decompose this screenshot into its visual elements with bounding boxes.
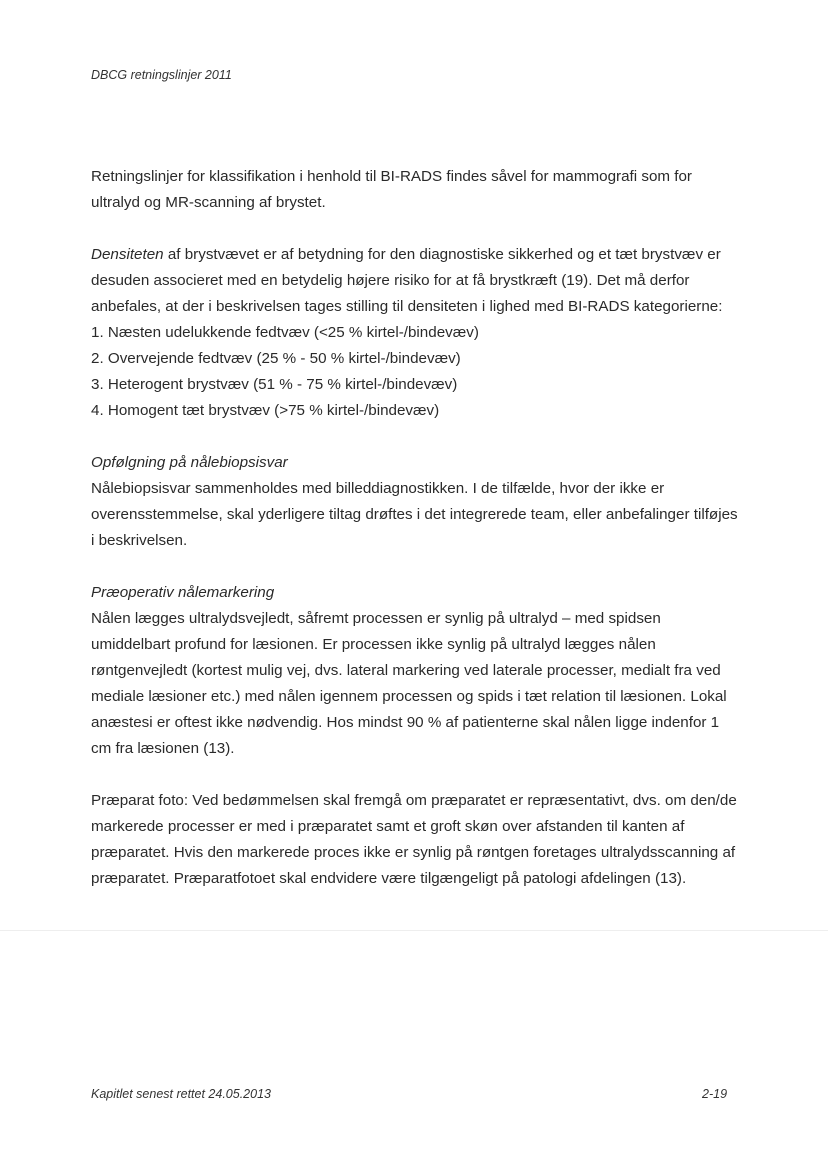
document-body [91, 164, 741, 892]
scan-artifact-line [0, 930, 828, 931]
spacer [91, 424, 741, 450]
specimen-paragraph: Præparat foto: Ved bedømmelsen skal fremgå om præparatet er repræsentativt, dvs. om den/de markerede processer er med i præparatet samt et groft skøn over afstanden til kanten af præparatet. Hvis den markerede proces ikke er synlig på røntgen foretages ultralydsscanning af præparatet. Præparatfotoet skal endvidere være tilgængeligt på patologi afdelingen (13). [91, 792, 737, 887]
marking-heading: Præoperativ nålemarkering [91, 584, 275, 601]
density-item-2: 2. Overvejende fedtvæv (25 % - 50 % kirtel-/bindevæv) [91, 350, 461, 367]
density-item-4: 4. Homogent tæt brystvæv (>75 % kirtel-/bindevæv) [91, 402, 440, 419]
spacer [91, 762, 741, 788]
marking-paragraph: Nålen lægges ultralydsvejledt, såfremt processen er synlig på ultralyd – med spidsen umiddelbart profund for læsionen. Er processen ikke synlig på ultralyd lægges nålen røntgenvejledt (kortest mulig vej, dvs. lateral markering ved laterale processer, medialt fra ved mediale læsioner etc.) med nålen igennem processen og spids i tæt relation til læsionen. Lokal anæstesi er oftest ikke nødvendig. Hos mindst 90 % af patienterne skal nålen ligge indenfor 1 cm fra læsionen (13). [91, 610, 727, 757]
footer-revised-date: Kapitlet senest rettet 24.05.2013 [91, 1087, 271, 1101]
intro-paragraph: Retningslinjer for klassifikation i henhold til BI-RADS findes såvel for mammografi som for ultralyd og MR-scanning af brystet. [91, 168, 692, 211]
density-term: Densiteten [91, 246, 164, 263]
spacer [91, 216, 741, 242]
spacer [91, 554, 741, 580]
density-item-1: 1. Næsten udelukkende fedtvæv (<25 % kirtel-/bindevæv) [91, 324, 479, 341]
density-paragraph [91, 242, 741, 320]
followup-heading: Opfølgning på nålebiopsisvar [91, 454, 288, 471]
density-item-3: 3. Heterogent brystvæv (51 % - 75 % kirtel-/bindevæv) [91, 376, 458, 393]
running-header: DBCG retningslinjer 2011 [91, 68, 232, 82]
followup-paragraph: Nålebiopsisvar sammenholdes med billeddiagnostikken. I de tilfælde, hvor der ikke er overensstemmelse, skal yderligere tiltag drøftes i det integrerede team, eller anbefalinger tilføjes i beskrivelsen. [91, 480, 738, 549]
density-text: af brystvævet er af betydning for den diagnostiske sikkerhed og et tæt brystvæv er desuden associeret med en betydelig højere risiko for at få brystkræft (19). Det må derfor anbefales, at der i beskrivelsen tages stilling til densiteten i lighed med BI-RADS kategorierne: [91, 246, 723, 315]
page-number: 2-19 [702, 1087, 728, 1101]
